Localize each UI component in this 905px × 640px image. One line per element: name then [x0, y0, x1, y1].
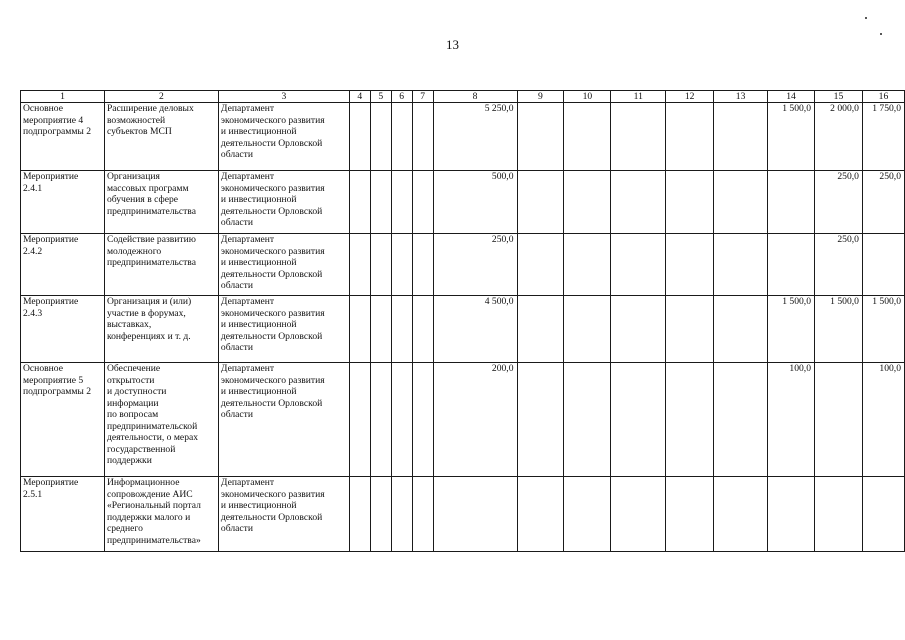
- empty-cell: [666, 363, 714, 477]
- amount-cell: 100,0: [862, 363, 904, 477]
- table-row: [21, 296, 905, 363]
- executor-cell: Департамент экономического развития и инвестиционной деятельности Орловской области: [218, 234, 349, 296]
- total-amount-cell: 200,0: [433, 363, 517, 477]
- header-row: [21, 91, 905, 103]
- table-row: [21, 234, 905, 296]
- amount-cell: [768, 171, 815, 234]
- empty-cell: [611, 296, 666, 363]
- column-header: 6: [391, 91, 412, 103]
- empty-cell: [611, 234, 666, 296]
- column-header: 9: [517, 91, 564, 103]
- empty-cell: [412, 103, 433, 171]
- executor-cell: Департамент экономического развития и инвестиционной деятельности Орловской области: [218, 363, 349, 477]
- amount-cell: 1 500,0: [768, 103, 815, 171]
- scan-speck: [880, 33, 882, 35]
- column-header: 1: [21, 91, 105, 103]
- empty-cell: [564, 103, 611, 171]
- amount-cell: [815, 363, 863, 477]
- empty-cell: [714, 171, 768, 234]
- amount-cell: [862, 234, 904, 296]
- empty-cell: [564, 477, 611, 552]
- empty-cell: [517, 477, 564, 552]
- column-header: 7: [412, 91, 433, 103]
- table-row: [21, 171, 905, 234]
- empty-cell: [370, 296, 391, 363]
- column-header: 4: [349, 91, 370, 103]
- column-header: 10: [564, 91, 611, 103]
- empty-cell: [412, 234, 433, 296]
- empty-cell: [611, 363, 666, 477]
- total-amount-cell: [433, 477, 517, 552]
- empty-cell: [349, 477, 370, 552]
- empty-cell: [370, 171, 391, 234]
- empty-cell: [666, 171, 714, 234]
- empty-cell: [370, 477, 391, 552]
- amount-cell: 250,0: [815, 171, 863, 234]
- empty-cell: [391, 363, 412, 477]
- measure-name-cell: Мероприятие 2.5.1: [21, 477, 105, 552]
- executor-cell: Департамент экономического развития и инвестиционной деятельности Орловской области: [218, 296, 349, 363]
- empty-cell: [666, 103, 714, 171]
- empty-cell: [370, 234, 391, 296]
- empty-cell: [391, 103, 412, 171]
- empty-cell: [714, 296, 768, 363]
- amount-cell: [862, 477, 904, 552]
- empty-cell: [714, 234, 768, 296]
- column-header: 13: [714, 91, 768, 103]
- empty-cell: [611, 171, 666, 234]
- executor-cell: Департамент экономического развития и инвестиционной деятельности Орловской области: [218, 171, 349, 234]
- empty-cell: [370, 103, 391, 171]
- program-table: [20, 90, 905, 552]
- scan-speck: [865, 17, 867, 19]
- measure-name-cell: Мероприятие 2.4.1: [21, 171, 105, 234]
- amount-cell: 250,0: [862, 171, 904, 234]
- executor-cell: Департамент экономического развития и инвестиционной деятельности Орловской области: [218, 103, 349, 171]
- amount-cell: [768, 234, 815, 296]
- empty-cell: [517, 296, 564, 363]
- measure-description-cell: Информационное сопровождение АИС «Региональный портал поддержки малого и среднего предпринимательства»: [104, 477, 218, 552]
- amount-cell: 1 500,0: [862, 296, 904, 363]
- empty-cell: [564, 171, 611, 234]
- empty-cell: [517, 103, 564, 171]
- amount-cell: 1 500,0: [768, 296, 815, 363]
- amount-cell: [815, 477, 863, 552]
- column-header: 5: [370, 91, 391, 103]
- measure-name-cell: Основное мероприятие 4 подпрограммы 2: [21, 103, 105, 171]
- column-header: 15: [815, 91, 863, 103]
- empty-cell: [412, 296, 433, 363]
- empty-cell: [391, 477, 412, 552]
- column-header: 8: [433, 91, 517, 103]
- amount-cell: 250,0: [815, 234, 863, 296]
- total-amount-cell: 250,0: [433, 234, 517, 296]
- measure-name-cell: Мероприятие 2.4.3: [21, 296, 105, 363]
- empty-cell: [517, 363, 564, 477]
- total-amount-cell: 4 500,0: [433, 296, 517, 363]
- empty-cell: [370, 363, 391, 477]
- empty-cell: [666, 477, 714, 552]
- amount-cell: 1 500,0: [815, 296, 863, 363]
- empty-cell: [391, 234, 412, 296]
- page-number: 13: [446, 37, 459, 52]
- measure-description-cell: Обеспечение открытости и доступности информации по вопросам предпринимательской деятельности, о мерах государственной поддержки: [104, 363, 218, 477]
- column-header: 16: [862, 91, 904, 103]
- amount-cell: 1 750,0: [862, 103, 904, 171]
- empty-cell: [714, 477, 768, 552]
- measure-description-cell: Организация массовых программ обучения в сфере предпринимательства: [104, 171, 218, 234]
- empty-cell: [564, 234, 611, 296]
- empty-cell: [412, 477, 433, 552]
- column-header: 14: [768, 91, 815, 103]
- total-amount-cell: 500,0: [433, 171, 517, 234]
- empty-cell: [349, 296, 370, 363]
- measure-description-cell: Расширение деловых возможностей субъектов МСП: [104, 103, 218, 171]
- empty-cell: [517, 171, 564, 234]
- empty-cell: [412, 363, 433, 477]
- table-row: [21, 477, 905, 552]
- empty-cell: [564, 363, 611, 477]
- empty-cell: [349, 363, 370, 477]
- amount-cell: [768, 477, 815, 552]
- empty-cell: [391, 171, 412, 234]
- column-header: 11: [611, 91, 666, 103]
- empty-cell: [714, 103, 768, 171]
- measure-name-cell: Основное мероприятие 5 подпрограммы 2: [21, 363, 105, 477]
- column-header: 12: [666, 91, 714, 103]
- empty-cell: [412, 171, 433, 234]
- amount-cell: 2 000,0: [815, 103, 863, 171]
- measure-description-cell: Содействие развитию молодежного предпринимательства: [104, 234, 218, 296]
- column-header: 3: [218, 91, 349, 103]
- amount-cell: 100,0: [768, 363, 815, 477]
- measure-description-cell: Организация и (или) участие в форумах, выставках, конференциях и т. д.: [104, 296, 218, 363]
- column-header: 2: [104, 91, 218, 103]
- empty-cell: [666, 296, 714, 363]
- table-row: [21, 363, 905, 477]
- empty-cell: [564, 296, 611, 363]
- empty-cell: [666, 234, 714, 296]
- empty-cell: [391, 296, 412, 363]
- empty-cell: [611, 477, 666, 552]
- empty-cell: [611, 103, 666, 171]
- total-amount-cell: 5 250,0: [433, 103, 517, 171]
- executor-cell: Департамент экономического развития и инвестиционной деятельности Орловской области: [218, 477, 349, 552]
- empty-cell: [349, 103, 370, 171]
- table-row: [21, 103, 905, 171]
- empty-cell: [714, 363, 768, 477]
- empty-cell: [517, 234, 564, 296]
- measure-name-cell: Мероприятие 2.4.2: [21, 234, 105, 296]
- empty-cell: [349, 171, 370, 234]
- empty-cell: [349, 234, 370, 296]
